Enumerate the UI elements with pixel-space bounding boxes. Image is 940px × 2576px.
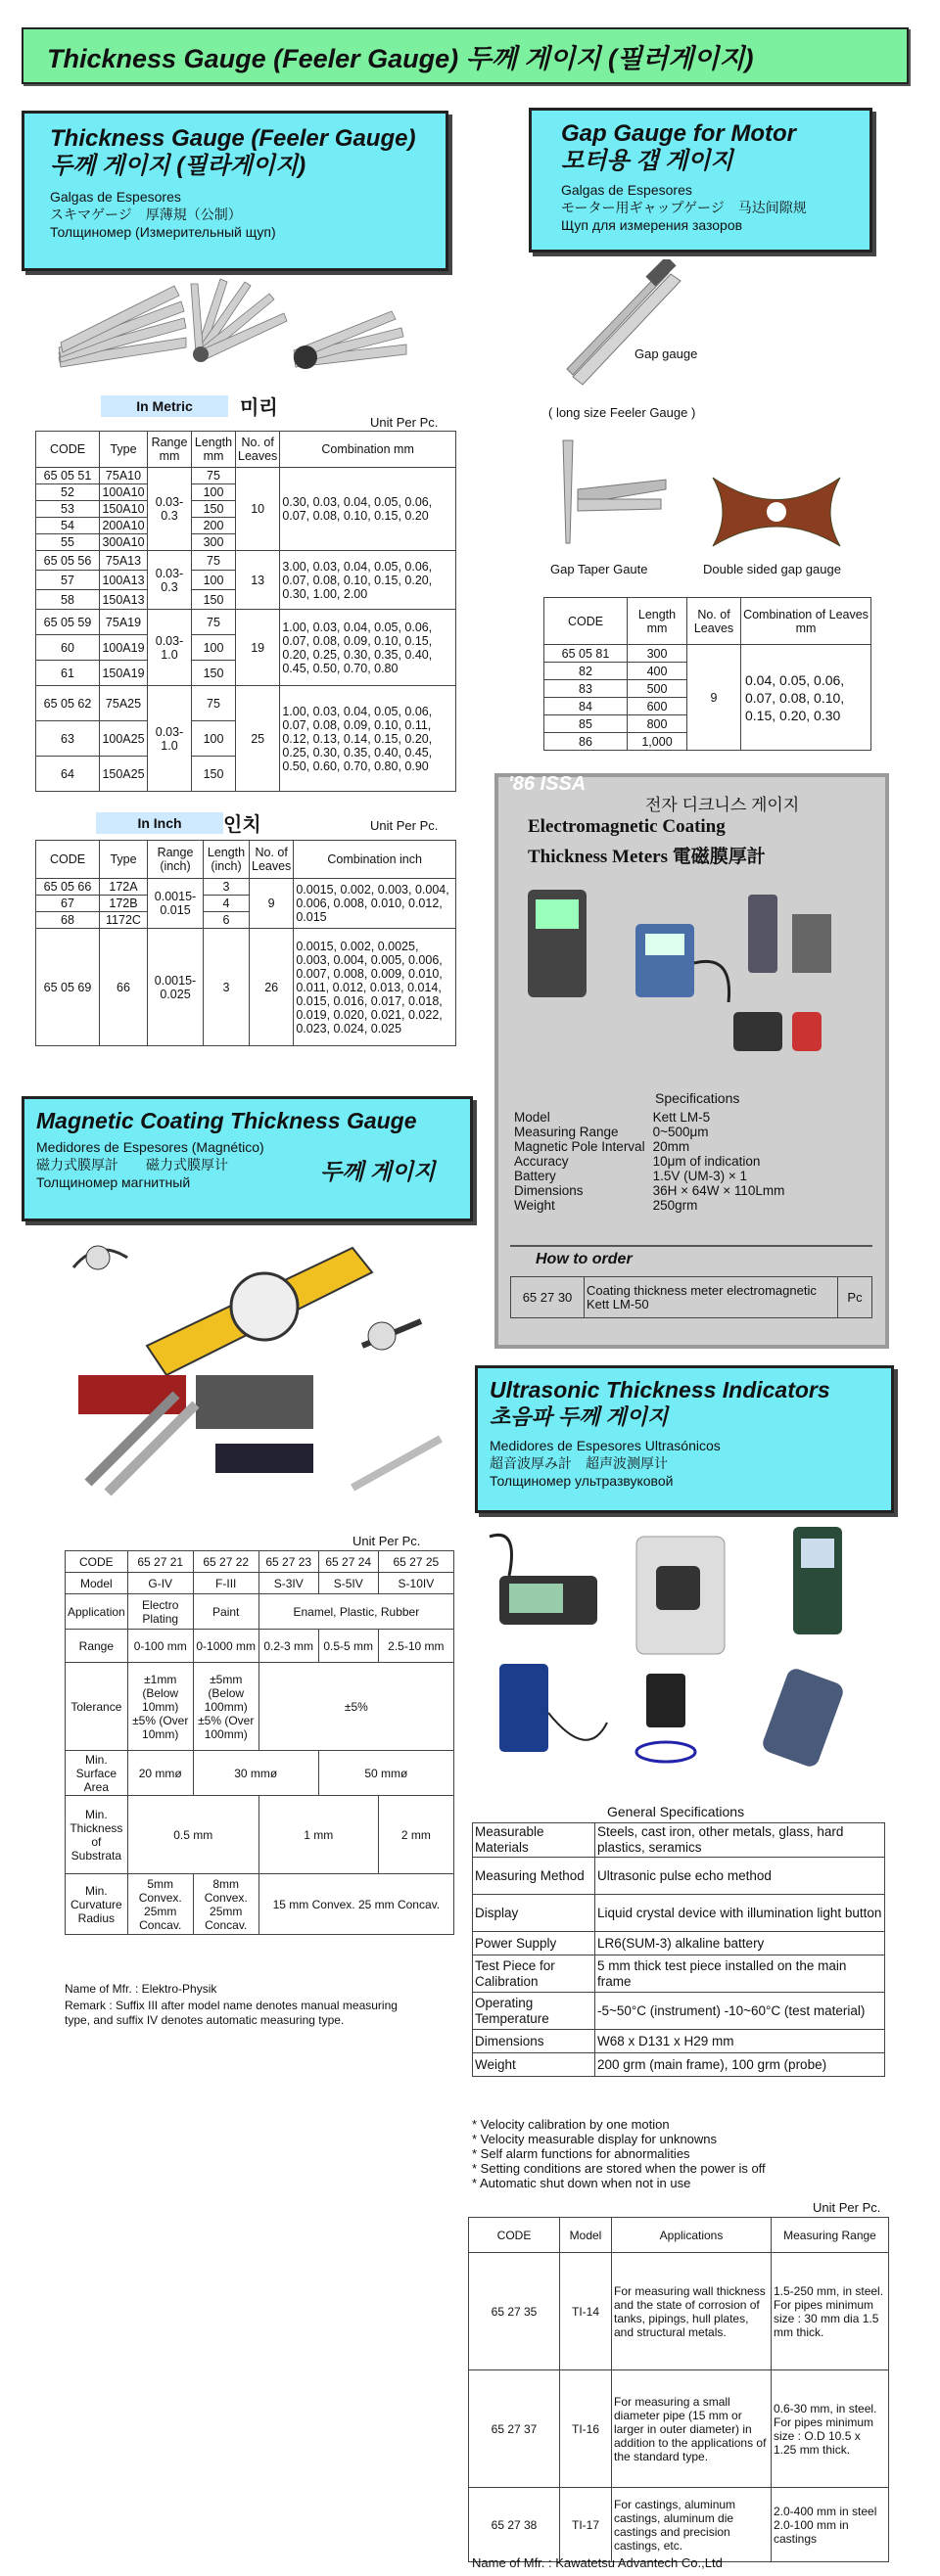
range: 0.2-3 mm: [258, 1630, 318, 1663]
model: S-3IV: [258, 1573, 318, 1594]
spec-value: 10μm of indication: [652, 1154, 761, 1169]
cell: 200: [192, 518, 236, 534]
spec-value: 36H × 64W × 110Lmm: [652, 1183, 785, 1198]
cell: 800: [628, 715, 687, 733]
cell: 83: [544, 680, 628, 698]
label-substrata: Min. Thickness of Substrata: [66, 1796, 128, 1874]
cell: 13: [236, 551, 280, 610]
cell: 66: [100, 929, 148, 1046]
metric-table: [35, 431, 456, 792]
cell: 100: [192, 484, 236, 501]
cell: 500: [628, 680, 687, 698]
metric-label-kr: 미리: [240, 397, 278, 419]
magnetic-kr: 두께 게이지: [320, 1159, 436, 1184]
cell: 68: [36, 912, 100, 929]
gap-title: Gap Gauge for Motor: [561, 120, 796, 147]
gap-caption-4: Double sided gap gauge: [703, 562, 841, 576]
surface: 50 mmø: [318, 1751, 453, 1796]
cell: 26: [250, 929, 294, 1046]
cell: 75A10: [100, 468, 148, 484]
cell: 55: [36, 534, 100, 551]
inch-table: [35, 840, 456, 1046]
ultra-spec-table: [472, 1822, 885, 2077]
taper-gauge-photo: [548, 431, 676, 553]
cell: 65 27 35: [469, 2253, 560, 2370]
feeler-line-1: Galgas de Espesores: [50, 189, 181, 205]
cell: 2.0-400 mm in steel 2.0-100 mm in castings: [772, 2488, 889, 2562]
cell: 1.00, 0.03, 0.04, 0.05, 0.06, 0.07, 0.08, 0.09, 0.10, 0.15, 0.20, 0.25, 0.30, 0.35, 0.40, 0.45, 0.50, 0.70, 0.80: [280, 610, 456, 686]
spec-label: Accuracy: [514, 1154, 569, 1169]
cell: 65 05 81: [544, 645, 628, 663]
cell: For measuring wall thickness and the state of corrosion of tanks, pipings, hull plates, and structural metals.: [612, 2253, 772, 2370]
spec-label: Dimensions: [473, 2030, 595, 2053]
spec-value: Kett LM-5: [652, 1110, 711, 1125]
label-range: Range: [66, 1630, 128, 1663]
surface: 20 mmø: [127, 1751, 193, 1796]
spec-value: -5~50°C (instrument) -10~60°C (test material): [595, 1993, 885, 2030]
cell: 9: [250, 879, 294, 929]
cell: 1.5-250 mm, in steel. For pipes minimum size : 30 mm dia 1.5 mm thick.: [772, 2253, 889, 2370]
th-leaves: No. of Leaves: [250, 841, 294, 879]
feature: * Velocity measurable display for unknowns: [472, 2132, 718, 2146]
magnetic-header: [22, 1096, 473, 1221]
ultra-table: [468, 2217, 889, 2562]
th-code: CODE: [36, 841, 100, 879]
app: Paint: [193, 1594, 258, 1630]
ultra-mfr: Name of Mfr. : Kawatetsu Advantech Co.,Ltd: [472, 2555, 723, 2570]
th-app: Applications: [612, 2218, 772, 2253]
spec-value: Ultrasonic pulse echo method: [595, 1858, 885, 1895]
model: F-III: [193, 1573, 258, 1594]
cell: 75A25: [100, 686, 148, 721]
substrata: 2 mm: [378, 1796, 453, 1874]
cell: 100A19: [100, 635, 148, 661]
code: 65 27 25: [378, 1551, 453, 1573]
th-comb: Combination inch: [294, 841, 456, 879]
cell: 65 05 69: [36, 929, 100, 1046]
range: 2.5-10 mm: [378, 1630, 453, 1663]
substrata: 0.5 mm: [127, 1796, 258, 1874]
metric-label: In Metric: [101, 395, 228, 417]
feeler-line-3: Толщиномер (Измерительный щуп): [50, 224, 276, 240]
cell: 150A13: [100, 590, 148, 610]
magnetic-title: Magnetic Coating Thickness Gauge: [36, 1108, 417, 1133]
label-tol: Tolerance: [66, 1663, 128, 1751]
gap-title-kr: 모터용 갭 게이지: [561, 148, 733, 174]
cell: 52: [36, 484, 100, 501]
cell: 400: [628, 663, 687, 680]
gap-header: [529, 108, 872, 253]
magnetic-line-2: 磁力式膜厚計 磁力式膜厚计: [36, 1157, 228, 1173]
cell: 0.03-1.0: [148, 610, 192, 686]
cell: 57: [36, 571, 100, 590]
ultra-title: Ultrasonic Thickness Indicators: [490, 1377, 830, 1403]
spec-label: Measuring Method: [473, 1858, 595, 1895]
cell: 0.0015-0.025: [148, 929, 204, 1046]
spec-value: W68 x D131 x H29 mm: [595, 2030, 885, 2053]
page-title: Thickness Gauge (Feeler Gauge) 두께 게이지 (필러게이지): [47, 44, 754, 73]
spec-label: Battery: [514, 1169, 556, 1183]
spec-value: 5 mm thick test piece installed on the main frame: [595, 1955, 885, 1993]
spec-value: 1.5V (UM-3) × 1: [652, 1169, 747, 1183]
cell: 9: [687, 645, 741, 751]
th-code: CODE: [469, 2218, 560, 2253]
cell: 150A19: [100, 661, 148, 686]
em-spec-title: Specifications: [655, 1090, 740, 1106]
code: 65 27 24: [318, 1551, 378, 1573]
gap-caption-3: Gap Taper Gaute: [550, 562, 648, 576]
ultra-gen-title: General Specifications: [607, 1804, 745, 1819]
magnetic-unit: Unit Per Pc.: [352, 1534, 421, 1548]
feature: * Velocity calibration by one motion: [472, 2117, 670, 2132]
double-gauge-photo: [703, 468, 850, 556]
em-title-2: Thickness Meters 電磁膜厚計: [528, 847, 766, 867]
cell: 10: [236, 468, 280, 551]
code: 65 27 23: [258, 1551, 318, 1573]
order-desc: Coating thickness meter electromagnetic Kett LM-50: [585, 1277, 838, 1318]
th-leaves: No. of Leaves: [236, 432, 280, 468]
cell: 86: [544, 733, 628, 751]
em-badge: '86 ISSA: [508, 773, 587, 795]
spec-label: Test Piece for Calibration: [473, 1955, 595, 1993]
model: S-5IV: [318, 1573, 378, 1594]
metric-unit: Unit Per Pc.: [370, 415, 439, 430]
label-code: CODE: [66, 1551, 128, 1573]
th-length: Length (inch): [204, 841, 250, 879]
spec-value: 250grm: [652, 1198, 698, 1213]
spec-label: Measuring Range: [514, 1125, 619, 1139]
cell: 85: [544, 715, 628, 733]
th-code: CODE: [544, 598, 628, 645]
cell: 65 27 38: [469, 2488, 560, 2562]
spec-label: Magnetic Pole Interval: [514, 1139, 645, 1154]
cell: 75A19: [100, 610, 148, 635]
ultra-title-kr: 초음파 두께 게이지: [490, 1404, 669, 1429]
cell: 75: [192, 686, 236, 721]
cell: 300: [192, 534, 236, 551]
gap-line-2: モーター用ギャップゲージ 马达间隙规: [561, 200, 807, 215]
model: S-10IV: [378, 1573, 453, 1594]
cell: 65 05 56: [36, 551, 100, 571]
cell: 100A13: [100, 571, 148, 590]
gap-caption-2: ( long size Feeler Gauge ): [548, 405, 696, 420]
cell: 300: [628, 645, 687, 663]
cell: 75A13: [100, 551, 148, 571]
th-type: Type: [100, 841, 148, 879]
cell: TI-17: [560, 2488, 612, 2562]
spec-value: 0~500μm: [652, 1125, 709, 1139]
cell: 82: [544, 663, 628, 680]
spec-label: Power Supply: [473, 1932, 595, 1955]
cell: 65 27 37: [469, 2370, 560, 2488]
cell: 0.03-0.3: [148, 551, 192, 610]
cell: 75: [192, 610, 236, 635]
cell: 63: [36, 721, 100, 757]
spec-label: Model: [514, 1110, 550, 1125]
cell: 100A10: [100, 484, 148, 501]
cell: 75: [192, 551, 236, 571]
substrata: 1 mm: [258, 1796, 378, 1874]
cell: 172B: [100, 896, 148, 912]
th-comb: Combination of Leaves mm: [741, 598, 871, 645]
gap-line-1: Galgas de Espesores: [561, 182, 692, 198]
cell: 67: [36, 896, 100, 912]
th-range: Range (inch): [148, 841, 204, 879]
cell: 150: [192, 661, 236, 686]
th-type: Type: [100, 432, 148, 468]
magnetic-gauge-photo: [69, 1228, 460, 1512]
cell: 100: [192, 721, 236, 757]
app: Enamel, Plastic, Rubber: [258, 1594, 453, 1630]
cell: 84: [544, 698, 628, 715]
feeler-line-2: スキマゲージ 厚薄規（公制）: [50, 207, 242, 222]
ultra-header: [475, 1365, 894, 1513]
ultra-line-2: 超音波厚み計 超声波测厚计: [490, 1455, 668, 1471]
spec-value: Steels, cast iron, other metals, glass, hard plastics, seramics: [595, 1823, 885, 1858]
cell: 53: [36, 501, 100, 518]
th-leaves: No. of Leaves: [687, 598, 741, 645]
cell: 1,000: [628, 733, 687, 751]
order-code: 65 27 30: [511, 1277, 585, 1318]
ultra-unit: Unit Per Pc.: [813, 2200, 881, 2215]
cell: 150A10: [100, 501, 148, 518]
cell: 54: [36, 518, 100, 534]
ultra-device-photo: [480, 1517, 891, 1781]
tol: ±5mm (Below 100mm) ±5% (Over 100mm): [193, 1663, 258, 1751]
cell: 65 05 51: [36, 468, 100, 484]
cell: 100: [192, 635, 236, 661]
feature: * Setting conditions are stored when the power is off: [472, 2161, 766, 2176]
th-model: Model: [560, 2218, 612, 2253]
th-length: Length mm: [192, 432, 236, 468]
range: 0.5-5 mm: [318, 1630, 378, 1663]
cell: 0.0015, 0.002, 0.0025, 0.003, 0.004, 0.005, 0.006, 0.007, 0.008, 0.009, 0.010, 0.011, 0.012, 0.013, 0.014, 0.015, 0.016, 0.017, 0.018, 0.019, 0.020, 0.021, 0.022, 0.023, 0.024, 0.025: [294, 929, 456, 1046]
ultra-line-1: Medidores de Espesores Ultrasónicos: [490, 1438, 721, 1453]
cell: 60: [36, 635, 100, 661]
feature: * Self alarm functions for abnormalities: [472, 2146, 690, 2161]
spec-value: 20mm: [652, 1139, 690, 1154]
curv: 8mm Convex. 25mm Concav.: [193, 1874, 258, 1935]
spec-label: Display: [473, 1895, 595, 1932]
curv: 5mm Convex. 25mm Concav.: [127, 1874, 193, 1935]
magnetic-mfr: Name of Mfr. : Elektro-Physik: [65, 1982, 217, 1996]
cell: 25: [236, 686, 280, 792]
page-title-bar: [22, 27, 909, 84]
feature: * Automatic shut down when not in use: [472, 2176, 691, 2190]
cell: 0.04, 0.05, 0.06, 0.07, 0.08, 0.10, 0.15, 0.20, 0.30: [741, 645, 871, 751]
magnetic-line-3: Толщиномер магнитный: [36, 1174, 191, 1190]
range: 0-1000 mm: [193, 1630, 258, 1663]
cell: 64: [36, 757, 100, 792]
cell: 100: [192, 571, 236, 590]
cell: 0.0015, 0.002, 0.003, 0.004, 0.006, 0.008, 0.010, 0.012, 0.015: [294, 879, 456, 929]
spec-label: Dimensions: [514, 1183, 584, 1198]
cell: 65 05 59: [36, 610, 100, 635]
cell: 1172C: [100, 912, 148, 929]
spec-label: Measurable Materials: [473, 1823, 595, 1858]
cell: 0.6-30 mm, in steel. For pipes minimum size : O.D 10.5 x 1.25 mm thick.: [772, 2370, 889, 2488]
label-surface: Min. Surface Area: [66, 1751, 128, 1796]
em-meter-photo: [518, 885, 870, 1056]
em-order-table: [510, 1276, 872, 1318]
surface: 30 mmø: [193, 1751, 318, 1796]
gap-table: [543, 597, 871, 751]
cell: 3.00, 0.03, 0.04, 0.05, 0.06, 0.07, 0.08, 0.10, 0.15, 0.20, 0.30, 1.00, 2.00: [280, 551, 456, 610]
ultra-line-3: Толщиномер ультразвуковой: [490, 1473, 674, 1489]
inch-label-kr: 인치: [223, 814, 261, 836]
magnetic-table: [65, 1550, 454, 1935]
curv: 15 mm Convex. 25 mm Concav.: [258, 1874, 453, 1935]
em-order-title: How to order: [536, 1251, 633, 1267]
th-code: CODE: [36, 432, 100, 468]
ultra-features: [472, 2117, 766, 2190]
cell: 75: [192, 468, 236, 484]
em-spec-table: [510, 1110, 788, 1213]
magnetic-remark: Remark : Suffix III after model name denotes manual measuring type, and suffix IV denotes automatic measuring type.: [65, 1999, 398, 2027]
gap-gauge-photo: [553, 259, 690, 396]
cell: 0.03-1.0: [148, 686, 192, 792]
feeler-title-kr: 두께 게이지 (필라게이지): [50, 153, 306, 179]
cell: 65 05 66: [36, 879, 100, 896]
gap-line-3: Щуп для измерения зазоров: [561, 217, 743, 233]
tol: ±1mm (Below 10mm) ±5% (Over 10mm): [127, 1663, 193, 1751]
cell: TI-16: [560, 2370, 612, 2488]
magnetic-line-1: Medidores de Espesores (Magnético): [36, 1139, 264, 1155]
cell: 6: [204, 912, 250, 929]
spec-value: Liquid crystal device with illumination light button: [595, 1895, 885, 1932]
cell: 150: [192, 501, 236, 518]
cell: 4: [204, 896, 250, 912]
label-curv: Min. Curvature Radius: [66, 1874, 128, 1935]
cell: TI-14: [560, 2253, 612, 2370]
label-app: Application: [66, 1594, 128, 1630]
cell: 150A25: [100, 757, 148, 792]
cell: For measuring a small diameter pipe (15 mm or larger in outer diameter) in addition to the applications of the standard type.: [612, 2370, 772, 2488]
code: 65 27 21: [127, 1551, 193, 1573]
order-unit: Pc: [838, 1277, 872, 1318]
th-comb: Combination mm: [280, 432, 456, 468]
label-model: Model: [66, 1573, 128, 1594]
tol: ±5%: [258, 1663, 453, 1751]
cell: 19: [236, 610, 280, 686]
cell: 58: [36, 590, 100, 610]
em-title-1: Electromagnetic Coating: [528, 816, 726, 837]
cell: 0.0015-0.015: [148, 879, 204, 929]
spec-label: Weight: [473, 2053, 595, 2077]
feeler-gauge-photo: [49, 274, 411, 377]
spec-value: LR6(SUM-3) alkaline battery: [595, 1932, 885, 1955]
cell: 200A10: [100, 518, 148, 534]
cell: 150: [192, 757, 236, 792]
inch-label: In Inch: [96, 812, 223, 834]
cell: 3: [204, 929, 250, 1046]
cell: 300A10: [100, 534, 148, 551]
th-length: Length mm: [628, 598, 687, 645]
em-coating-box: [494, 773, 889, 1349]
spec-label: Operating Temperature: [473, 1993, 595, 2030]
cell: 1.00, 0.03, 0.04, 0.05, 0.06, 0.07, 0.08, 0.09, 0.10, 0.11, 0.12, 0.13, 0.14, 0.15, 0.20, 0.25, 0.30, 0.35, 0.40, 0.45, 0.50, 0.60, 0.70, 0.80, 0.90: [280, 686, 456, 792]
spec-value: 200 grm (main frame), 100 grm (probe): [595, 2053, 885, 2077]
cell: 172A: [100, 879, 148, 896]
range: 0-100 mm: [127, 1630, 193, 1663]
th-range: Measuring Range: [772, 2218, 889, 2253]
spec-label: Weight: [514, 1198, 555, 1213]
cell: 100A25: [100, 721, 148, 757]
th-range: Range mm: [148, 432, 192, 468]
cell: 65 05 62: [36, 686, 100, 721]
app: Electro Plating: [127, 1594, 193, 1630]
cell: 600: [628, 698, 687, 715]
cell: 0.03-0.3: [148, 468, 192, 551]
cell: 0.30, 0.03, 0.04, 0.05, 0.06, 0.07, 0.08, 0.10, 0.15, 0.20: [280, 468, 456, 551]
feeler-title: Thickness Gauge (Feeler Gauge): [50, 125, 416, 152]
cell: For castings, aluminum castings, aluminum die castings and precision castings, etc.: [612, 2488, 772, 2562]
cell: 61: [36, 661, 100, 686]
feeler-header: [22, 111, 448, 271]
inch-unit: Unit Per Pc.: [370, 818, 439, 833]
code: 65 27 22: [193, 1551, 258, 1573]
cell: 3: [204, 879, 250, 896]
gap-caption-1: Gap gauge: [634, 346, 698, 361]
em-title-kr: 전자 디크니스 게이지: [645, 796, 800, 814]
model: G-IV: [127, 1573, 193, 1594]
cell: 150: [192, 590, 236, 610]
